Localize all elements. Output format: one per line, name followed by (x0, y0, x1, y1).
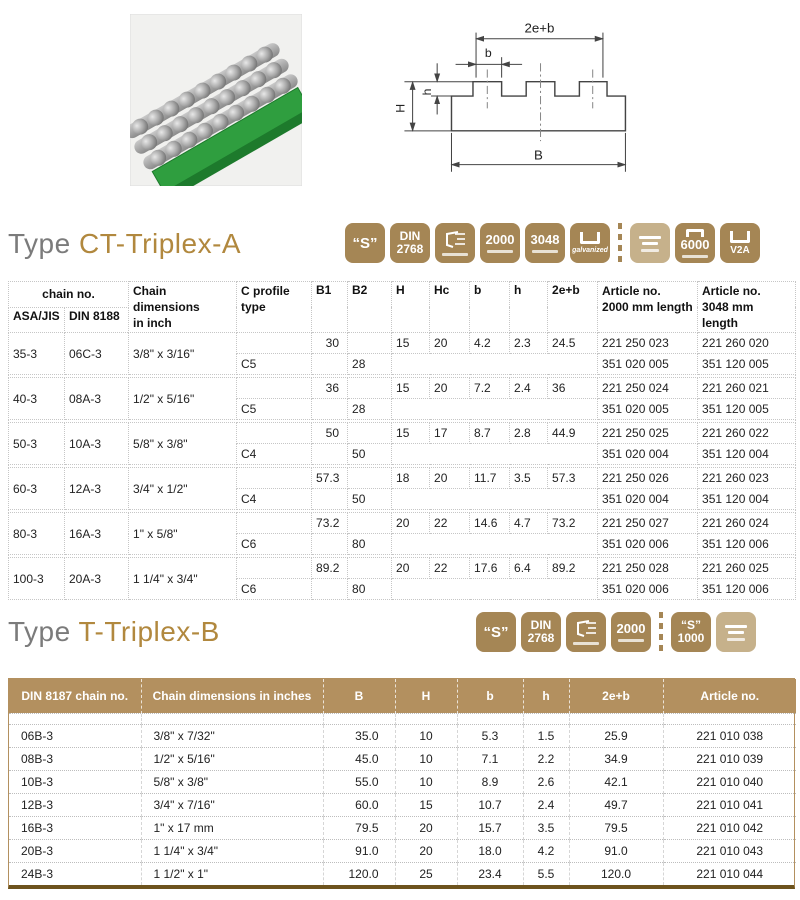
cell (392, 489, 598, 510)
col-b2: B2 (348, 282, 392, 333)
cell (237, 333, 312, 354)
badge-din-2768 (521, 612, 561, 652)
cell (237, 468, 312, 489)
cell: 351 120 004 (698, 489, 796, 510)
col-article-2000 (598, 282, 698, 333)
cell: 2.3 (510, 333, 548, 354)
cell: C5 (237, 399, 312, 420)
cell: 22 (430, 558, 470, 579)
cell: 351 020 006 (598, 579, 698, 600)
cell (312, 534, 348, 555)
cell (392, 534, 598, 555)
cell: 6.4 (510, 558, 548, 579)
cell: 1" x 17 mm (141, 816, 323, 839)
cell (323, 713, 395, 724)
cell: 45.0 (323, 747, 395, 770)
cell: 2.6 (523, 770, 569, 793)
cell: 89.2 (548, 558, 598, 579)
badge-label: 3048 (530, 232, 560, 247)
section-a-badges (345, 223, 760, 263)
cell: 79.5 (323, 816, 395, 839)
cell: 221 250 024 (598, 378, 698, 399)
badge-label: “S” (680, 618, 701, 632)
badge-length-2000 (480, 223, 520, 263)
table-row (9, 770, 796, 793)
cell: 12A-3 (65, 468, 129, 510)
cell: 20B-3 (9, 839, 141, 862)
badge-microtext (573, 642, 599, 645)
c-profile-icon (442, 230, 468, 250)
cell (348, 423, 392, 444)
section-a-title (8, 228, 241, 260)
cell: 20 (430, 333, 470, 354)
cell: C6 (237, 534, 312, 555)
badge-label: DIN (399, 229, 421, 243)
profile-cross-section-drawing (390, 6, 646, 182)
badge-label: 6000 (680, 236, 710, 252)
cell: 2.4 (510, 378, 548, 399)
cell: 4.2 (470, 333, 510, 354)
cell (348, 468, 392, 489)
cell: 80 (348, 579, 392, 600)
badge-separator (659, 612, 663, 652)
badge-length-6000 (675, 223, 715, 263)
u-bracket-icon (580, 232, 600, 244)
cell (348, 333, 392, 354)
table-row (9, 724, 796, 747)
profile-outline (451, 82, 625, 131)
cell: 221 250 028 (598, 558, 698, 579)
col-chain-dimensions: Chain dimensions in inches (141, 679, 323, 713)
cell: 49.7 (569, 793, 663, 816)
table-row (9, 862, 796, 885)
cell: 10B-3 (9, 770, 141, 793)
cell (9, 713, 141, 724)
header-line: Chain dimensions (133, 284, 200, 314)
cell (237, 513, 312, 534)
cell: 221 010 043 (663, 839, 796, 862)
cell (237, 558, 312, 579)
cell: 18 (392, 468, 430, 489)
badge-label: “S” (483, 623, 509, 641)
badge-label: DIN (530, 618, 552, 632)
cell: 30 (312, 333, 348, 354)
header-line: 3048 mm length (702, 300, 754, 330)
cell (312, 399, 348, 420)
col-b1: B1 (312, 282, 348, 333)
table-row (9, 839, 796, 862)
badge-microtext (618, 639, 644, 642)
badge-accessories-icon (716, 612, 756, 652)
cell: 16A-3 (65, 513, 129, 555)
badge-s-quality (476, 612, 516, 652)
cell: C4 (237, 489, 312, 510)
cell: 57.3 (312, 468, 348, 489)
badge-microtext (487, 250, 513, 253)
t-triplex-b-table-frame (8, 678, 795, 889)
cell: 20 (395, 839, 457, 862)
cell (392, 354, 598, 375)
cell: 3.5 (510, 468, 548, 489)
cell: 89.2 (312, 558, 348, 579)
cell: 20 (430, 468, 470, 489)
cell (312, 354, 348, 375)
dim-label-2eb: 2e+b (524, 20, 555, 36)
triplex-chain-photo (130, 14, 302, 186)
header-line: type (241, 300, 266, 314)
cell: 10.7 (457, 793, 523, 816)
cell: 221 260 022 (698, 423, 796, 444)
cell: 08B-3 (9, 747, 141, 770)
col-asa-jis: ASA/JIS (9, 307, 65, 333)
col-B: B (323, 679, 395, 713)
cell: 23.4 (457, 862, 523, 885)
product-photo (130, 14, 302, 186)
title-type-name: CT-Triplex-A (78, 228, 242, 259)
badge-microtext (641, 249, 659, 252)
cell: 10 (395, 770, 457, 793)
cell: 73.2 (548, 513, 598, 534)
cell: 55.0 (323, 770, 395, 793)
cell: 50 (348, 489, 392, 510)
cell: 42.1 (569, 770, 663, 793)
c-profile-icon (573, 619, 599, 639)
table-row (9, 423, 796, 444)
cell (348, 513, 392, 534)
cell (392, 579, 598, 600)
bar-icon (642, 242, 658, 245)
section-b-title (8, 616, 220, 648)
cell: 79.5 (569, 816, 663, 839)
cell: 20 (395, 816, 457, 839)
header-line: 2000 mm length (602, 300, 693, 314)
col-article-3048 (698, 282, 796, 333)
cell: 351 120 006 (698, 579, 796, 600)
cell: 5/8" x 3/8" (141, 770, 323, 793)
badge-din-2768 (390, 223, 430, 263)
cell: 60.0 (323, 793, 395, 816)
badge-label: 2000 (485, 232, 515, 247)
cell: 60-3 (9, 468, 65, 510)
table-row (9, 333, 796, 354)
cell: 351 020 004 (598, 444, 698, 465)
cell: 221 010 038 (663, 724, 796, 747)
dim-label-b: b (484, 46, 492, 61)
cell: 3/8" x 3/16" (129, 333, 237, 375)
cell: 351 120 005 (698, 354, 796, 375)
cell: 120.0 (569, 862, 663, 885)
cell (348, 378, 392, 399)
cell: 221 260 023 (698, 468, 796, 489)
cell: 24.5 (548, 333, 598, 354)
badge-microtext (682, 255, 708, 258)
cell: 14.6 (470, 513, 510, 534)
col-din-8188: DIN 8188 (65, 307, 129, 333)
cell: 06C-3 (65, 333, 129, 375)
cell: 5/8" x 3/8" (129, 423, 237, 465)
cell: 36 (312, 378, 348, 399)
cell: 221 010 040 (663, 770, 796, 793)
cell: 100-3 (9, 558, 65, 600)
cell (312, 579, 348, 600)
cell: 1.5 (523, 724, 569, 747)
col-h: h (510, 282, 548, 333)
badge-label: V2A (730, 244, 750, 256)
top-bracket-icon (686, 229, 704, 237)
col-H: H (395, 679, 457, 713)
col-b: b (470, 282, 510, 333)
title-prefix: Type (8, 616, 71, 647)
cell: 1" x 5/8" (129, 513, 237, 555)
cell: 120.0 (323, 862, 395, 885)
cell (141, 713, 323, 724)
cell: 08A-3 (65, 378, 129, 420)
badge-label: 2768 (396, 242, 424, 256)
cell: 1/2" x 5/16" (129, 378, 237, 420)
col-Hc: Hc (430, 282, 470, 333)
cell: 10A-3 (65, 423, 129, 465)
title-type-name: T-Triplex-B (78, 616, 220, 647)
col-c-profile-type (237, 282, 312, 333)
badge-galvanized (570, 223, 610, 263)
cell: 11.7 (470, 468, 510, 489)
cell: 221 010 042 (663, 816, 796, 839)
cell: 80-3 (9, 513, 65, 555)
cell: 5.5 (523, 862, 569, 885)
cell: 221 010 044 (663, 862, 796, 885)
cell: 2.2 (523, 747, 569, 770)
cell: 4.2 (523, 839, 569, 862)
cell: 221 250 023 (598, 333, 698, 354)
cell: 91.0 (323, 839, 395, 862)
cell: 20 (430, 378, 470, 399)
badge-label: 1000 (677, 631, 705, 645)
cell: 1 1/2" x 1" (141, 862, 323, 885)
cell: 10 (395, 747, 457, 770)
spacer-row (9, 713, 796, 724)
cell: 22 (430, 513, 470, 534)
table-row (9, 816, 796, 839)
cell: 351 120 005 (698, 399, 796, 420)
badge-c-profile-icon (435, 223, 475, 263)
cell: 28 (348, 399, 392, 420)
cell: 15 (392, 423, 430, 444)
cell: 3.5 (523, 816, 569, 839)
table-row (9, 378, 796, 399)
cell: 24B-3 (9, 862, 141, 885)
cell: 3/4" x 7/16" (141, 793, 323, 816)
dim-label-B: B (534, 147, 543, 163)
cell (392, 444, 598, 465)
bar-icon (725, 625, 747, 628)
cell (457, 713, 523, 724)
cell (523, 713, 569, 724)
cell: 1 1/4" x 3/4" (141, 839, 323, 862)
badge-c-profile-icon (566, 612, 606, 652)
col-chain-no: chain no. (9, 282, 129, 308)
cell: 50 (312, 423, 348, 444)
cell: 351 120 004 (698, 444, 796, 465)
cell: 351 020 006 (598, 534, 698, 555)
badge-microtext (532, 250, 558, 253)
cell: 221 260 025 (698, 558, 796, 579)
header-line: Article no. (602, 284, 661, 298)
cell: 2.4 (523, 793, 569, 816)
cell: 91.0 (569, 839, 663, 862)
cell: C5 (237, 354, 312, 375)
badge-v2a-stainless (720, 223, 760, 263)
cell: 10 (395, 724, 457, 747)
cell: 06B-3 (9, 724, 141, 747)
badge-s-1000 (671, 612, 711, 652)
profile-drawing (390, 6, 646, 182)
cell: 5.3 (457, 724, 523, 747)
cell: 1/2" x 5/16" (141, 747, 323, 770)
cell: 2.8 (510, 423, 548, 444)
cell: 221 260 021 (698, 378, 796, 399)
title-prefix: Type (8, 228, 71, 259)
cell: 34.9 (569, 747, 663, 770)
cell: 1 1/4" x 3/4" (129, 558, 237, 600)
cell: 20 (392, 558, 430, 579)
cell: 16B-3 (9, 816, 141, 839)
cell: 8.9 (457, 770, 523, 793)
cell: 18.0 (457, 839, 523, 862)
col-din-8187-chain-no: DIN 8187 chain no. (9, 679, 141, 713)
col-h: h (523, 679, 569, 713)
cell: 44.9 (548, 423, 598, 444)
badge-microtext (442, 253, 468, 256)
badge-label: 2768 (527, 631, 555, 645)
table-header-row (9, 282, 796, 308)
cell (312, 489, 348, 510)
u-bracket-icon (730, 231, 750, 243)
cell: 57.3 (548, 468, 598, 489)
badge-label: 2000 (616, 621, 646, 636)
cell: 35-3 (9, 333, 65, 375)
badge-microtext (727, 638, 745, 641)
cell (237, 378, 312, 399)
bar-icon (728, 631, 744, 634)
cell: 221 010 039 (663, 747, 796, 770)
t-triplex-b-table (9, 679, 796, 885)
cell: 35.0 (323, 724, 395, 747)
cell: 221 250 025 (598, 423, 698, 444)
cell (392, 399, 598, 420)
cell: 8.7 (470, 423, 510, 444)
table-row (9, 558, 796, 579)
cell: 80 (348, 534, 392, 555)
cell: 221 010 041 (663, 793, 796, 816)
cell: 50-3 (9, 423, 65, 465)
cell: 4.7 (510, 513, 548, 534)
cell (663, 713, 796, 724)
header-line: in inch (133, 316, 172, 330)
header-line: Article no. (702, 284, 761, 298)
cell: 221 260 024 (698, 513, 796, 534)
cell (395, 713, 457, 724)
cell: C6 (237, 579, 312, 600)
cell: 221 250 027 (598, 513, 698, 534)
cell: 7.2 (470, 378, 510, 399)
badge-length-3048 (525, 223, 565, 263)
badge-length-2000 (611, 612, 651, 652)
table-header-row (9, 679, 796, 713)
header-line: C profile (241, 284, 290, 298)
cell: 25 (395, 862, 457, 885)
cell: 3/8" x 7/32" (141, 724, 323, 747)
cell: 36 (548, 378, 598, 399)
cell: 17 (430, 423, 470, 444)
table-row (9, 513, 796, 534)
cell: 221 250 026 (598, 468, 698, 489)
cell: 15.7 (457, 816, 523, 839)
col-2eb: 2e+b (569, 679, 663, 713)
cell: 17.6 (470, 558, 510, 579)
cell: 15 (392, 378, 430, 399)
badge-label: galvanized (572, 247, 608, 254)
col-chain-dimensions (129, 282, 237, 333)
cell: 25.9 (569, 724, 663, 747)
col-2eb: 2e+b (548, 282, 598, 333)
cell: 12B-3 (9, 793, 141, 816)
cell (569, 713, 663, 724)
table-row (9, 793, 796, 816)
badge-s-quality (345, 223, 385, 263)
dim-label-H: H (393, 103, 408, 113)
cell: 15 (395, 793, 457, 816)
cell: 28 (348, 354, 392, 375)
cell: 221 260 020 (698, 333, 796, 354)
col-article-no: Article no. (663, 679, 796, 713)
col-H: H (392, 282, 430, 333)
cell: C4 (237, 444, 312, 465)
cell: 73.2 (312, 513, 348, 534)
badge-accessories-icon (630, 223, 670, 263)
badge-separator (618, 223, 622, 263)
cell: 351 020 005 (598, 399, 698, 420)
section-b-badges (476, 612, 756, 652)
cell: 15 (392, 333, 430, 354)
cell: 3/4" x 1/2" (129, 468, 237, 510)
col-b: b (457, 679, 523, 713)
cell: 7.1 (457, 747, 523, 770)
cell (312, 444, 348, 465)
cell: 351 020 004 (598, 489, 698, 510)
ct-triplex-a-table (8, 281, 796, 600)
cell: 351 120 006 (698, 534, 796, 555)
cell: 50 (348, 444, 392, 465)
badge-label: “S” (352, 234, 378, 252)
cell: 20 (392, 513, 430, 534)
table-row (9, 747, 796, 770)
cell (237, 423, 312, 444)
cell: 40-3 (9, 378, 65, 420)
dim-label-h: h (420, 88, 435, 96)
table-row (9, 468, 796, 489)
bar-icon (639, 236, 661, 239)
cell: 351 020 005 (598, 354, 698, 375)
cell (348, 558, 392, 579)
cell: 20A-3 (65, 558, 129, 600)
